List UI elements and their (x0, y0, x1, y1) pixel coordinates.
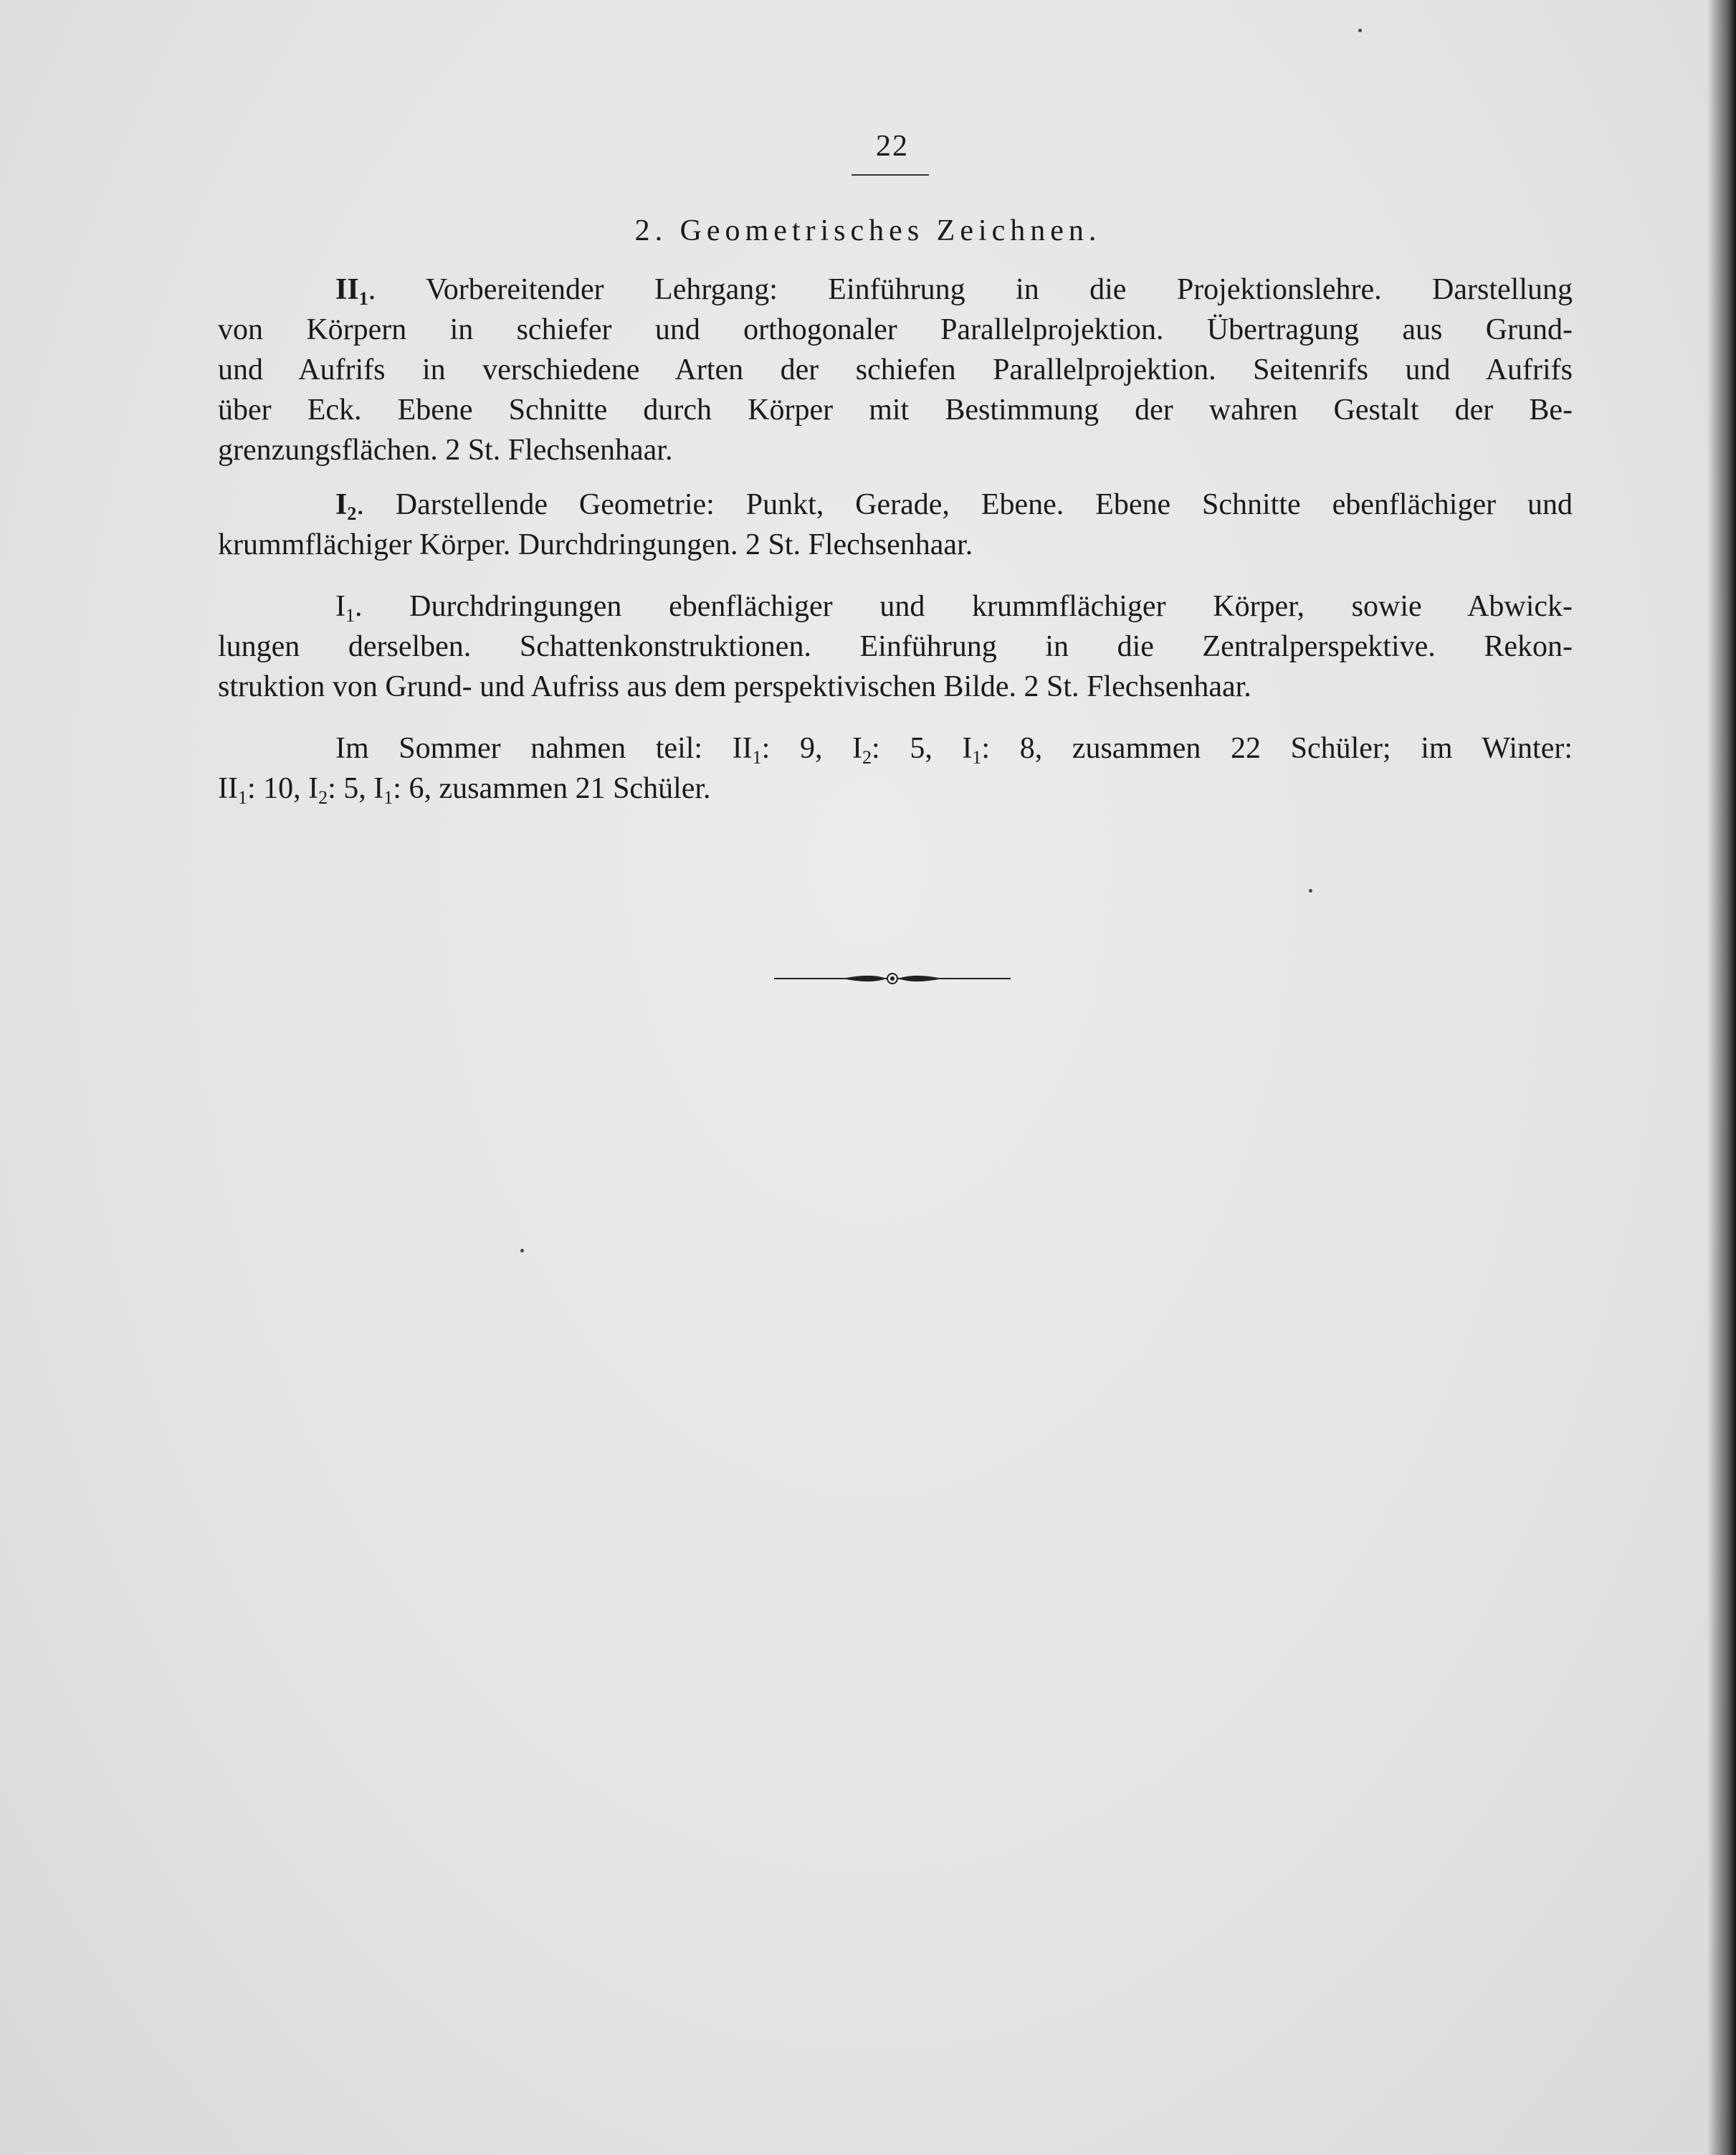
text-line: über Eck. Ebene Schnitte durch Körper mit Bestimmung der wahren Gestalt der Be- (218, 394, 1573, 427)
speck (1309, 889, 1312, 893)
paragraph-I1 (218, 586, 1573, 707)
page-number: 22 (876, 130, 909, 163)
text-line: $II_1$. Vorbereitender Lehrgang: Einführung in die Projektionslehre. Darstellung (335, 273, 1573, 309)
paragraph-attendance (218, 728, 1573, 809)
grade-label: $I_2$ (335, 488, 357, 524)
text-line: Im Sommer nahmen teil: $II_1$: 9, $I_2$: 5, $I_1$: 8, zusammen 22 Schüler; im Winter: (335, 732, 1573, 768)
paragraph-I2 (218, 485, 1573, 565)
text-line: und Aufrifs in verschiedene Arten der schiefen Parallelprojektion. Seitenrifs und Aufrifs (218, 353, 1573, 386)
text-line: von Körpern in schiefer und orthogonaler Parallelprojektion. Übertragung aus Grund- (218, 313, 1573, 346)
page-edge-shadow (1707, 0, 1736, 2155)
text-line: $I_1$. Durchdringungen ebenflächiger und krummflächiger Körper, sowie Abwick- (335, 590, 1573, 626)
text-line: lungen derselben. Schattenkonstruktionen. Einführung in die Zentralperspektive. Rekon- (218, 630, 1573, 663)
paragraph-II1 (218, 270, 1573, 470)
text-line: krummflächiger Körper. Durchdringungen. 2 St. Flechsenhaar. (218, 528, 973, 561)
speck (1358, 29, 1362, 32)
section-title: 2. Geometrisches Zeichnen. (634, 214, 1102, 247)
grade-label: $II_1$ (335, 273, 368, 309)
grade-label: $I_1$ (335, 590, 355, 626)
text-line: $I_2$. Darstellende Geometrie: Punkt, Gerade, Ebene. Ebene Schnitte ebenflächiger und (335, 488, 1573, 524)
text-line: $II_1$: 10, $I_2$: 5, $I_1$: 6, zusammen 21 Schüler. (218, 772, 711, 808)
flourish-divider-icon (774, 968, 1011, 989)
text-line: struktion von Grund- und Aufriss aus dem perspektivischen Bilde. 2 St. Flechsenhaar. (218, 670, 1251, 703)
text-line: grenzungsflächen. 2 St. Flechsenhaar. (218, 434, 673, 467)
page-number-rule (852, 174, 929, 176)
speck (520, 1249, 524, 1252)
